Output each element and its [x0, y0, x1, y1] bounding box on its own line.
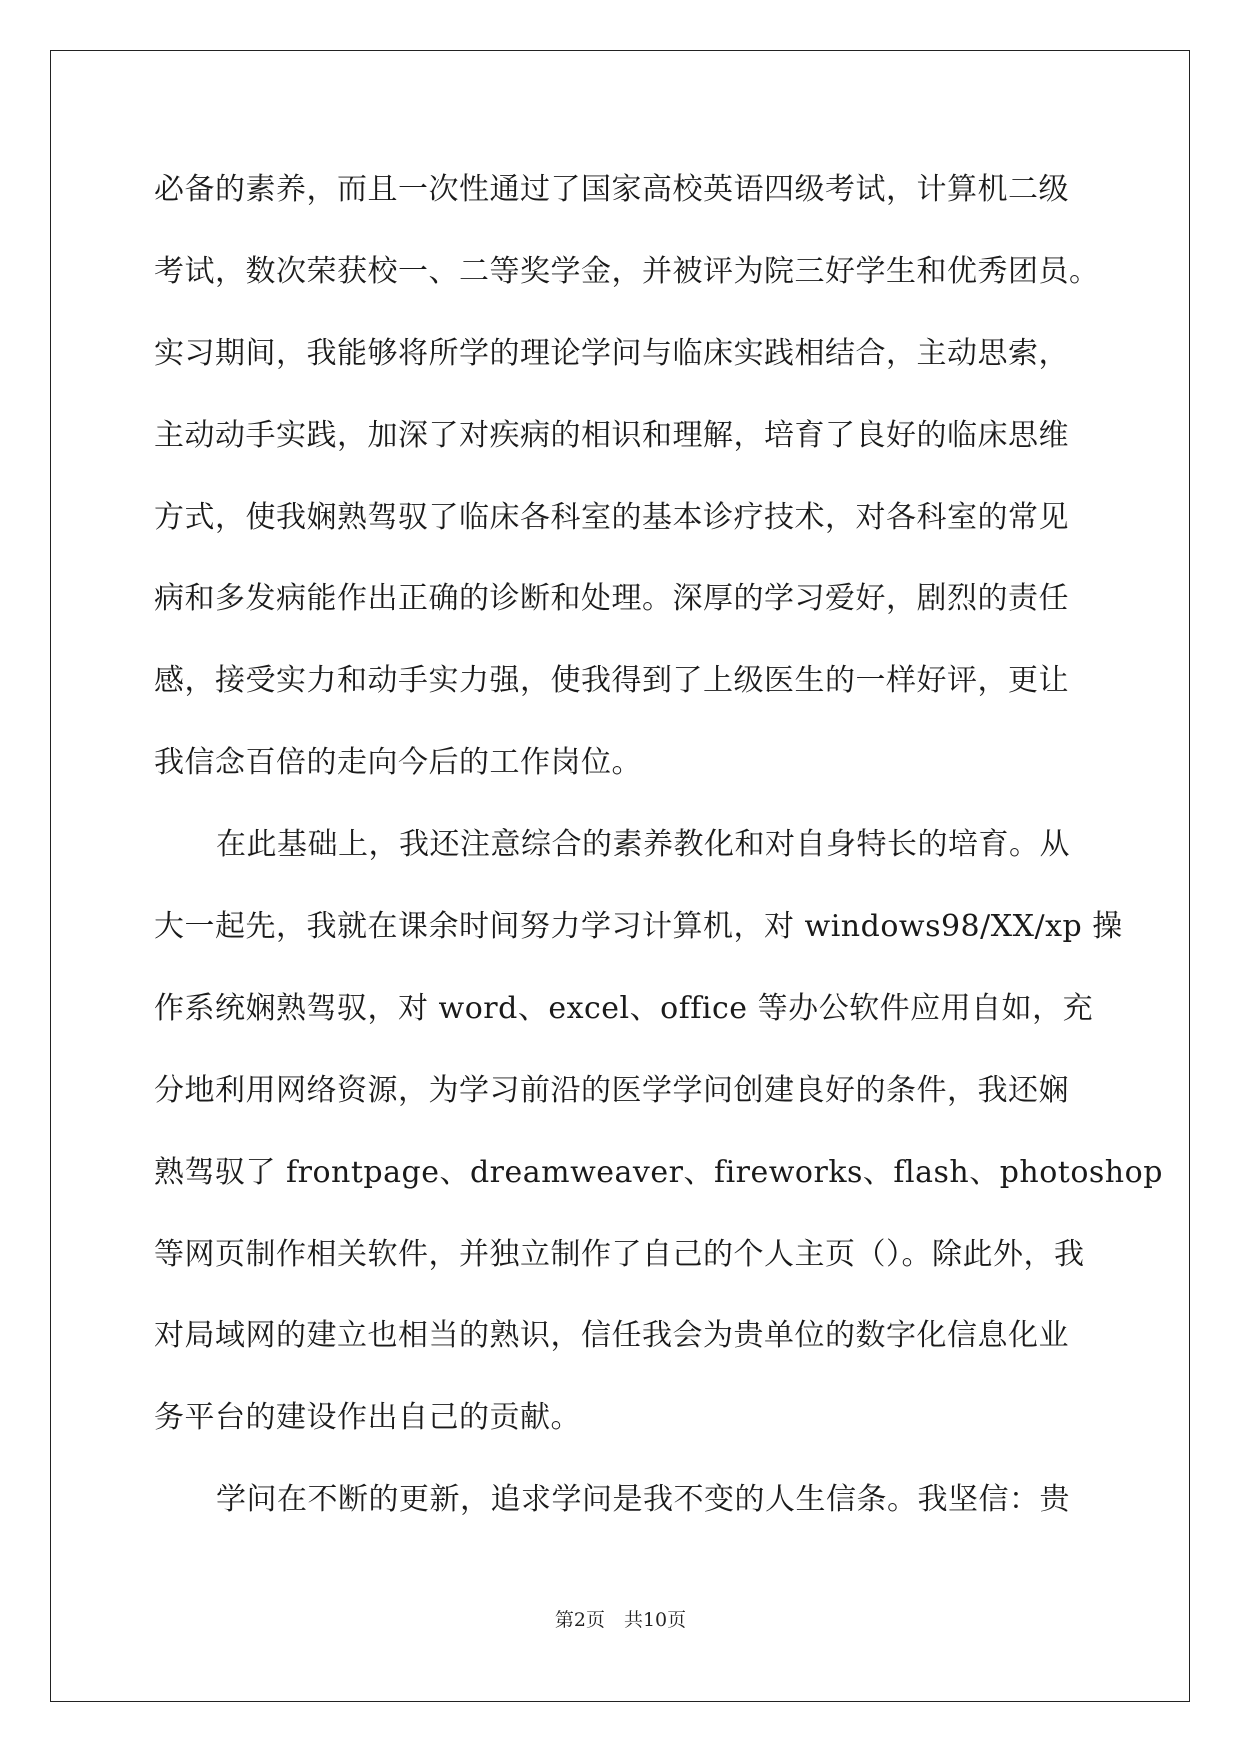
text-line: 熟驾驭了 frontpage、dreamweaver、fireworks、flash、photoshop	[154, 1154, 1163, 1190]
text-line: 病和多发病能作出正确的诊断和处理。深厚的学习爱好，剧烈的责任	[154, 581, 1069, 617]
text-line: 分地利用网络资源，为学习前沿的医学学问创建良好的条件，我还娴	[154, 1072, 1069, 1108]
text-line: 作系统娴熟驾驭，对 word、excel、office 等办公软件应用自如，充	[154, 990, 1094, 1026]
text-line: 主动动手实践，加深了对疾病的相识和理解，培育了良好的临床思维	[154, 417, 1069, 453]
text-line: 务平台的建设作出自己的贡献。	[154, 1400, 581, 1436]
text-line: 实习期间，我能够将所学的理论学问与临床实践相结合，主动思索，	[154, 335, 1069, 371]
text-line: 方式，使我娴熟驾驭了临床各科室的基本诊疗技术，对各科室的常见	[154, 499, 1069, 535]
paragraph-start-line: 学问在不断的更新，追求学问是我不变的人生信条。我坚信：贵	[216, 1482, 1070, 1518]
page-number: 第2页 共10页	[554, 1609, 687, 1631]
text-line: 感，接受实力和动手实力强，使我得到了上级医生的一样好评，更让	[154, 663, 1069, 699]
paragraph-start-line: 在此基础上，我还注意综合的素养教化和对自身特长的培育。从	[216, 827, 1070, 863]
text-line: 我信念百倍的走向今后的工作岗位。	[154, 745, 642, 781]
text-line: 必备的素养，而且一次性通过了国家高校英语四级考试，计算机二级	[154, 172, 1069, 207]
text-line: 等网页制作相关软件，并独立制作了自己的个人主页（）。除此外，我	[154, 1236, 1085, 1272]
text-line: 考试，数次荣获校一、二等奖学金，并被评为院三好学生和优秀团员。	[154, 253, 1100, 289]
document-body	[154, 162, 1163, 1554]
text-line: 大一起先，我就在课余时间努力学习计算机，对 windows98/XX/xp 操	[154, 909, 1123, 945]
text-line: 对局域网的建立也相当的熟识，信任我会为贵单位的数字化信息化业	[154, 1318, 1069, 1354]
